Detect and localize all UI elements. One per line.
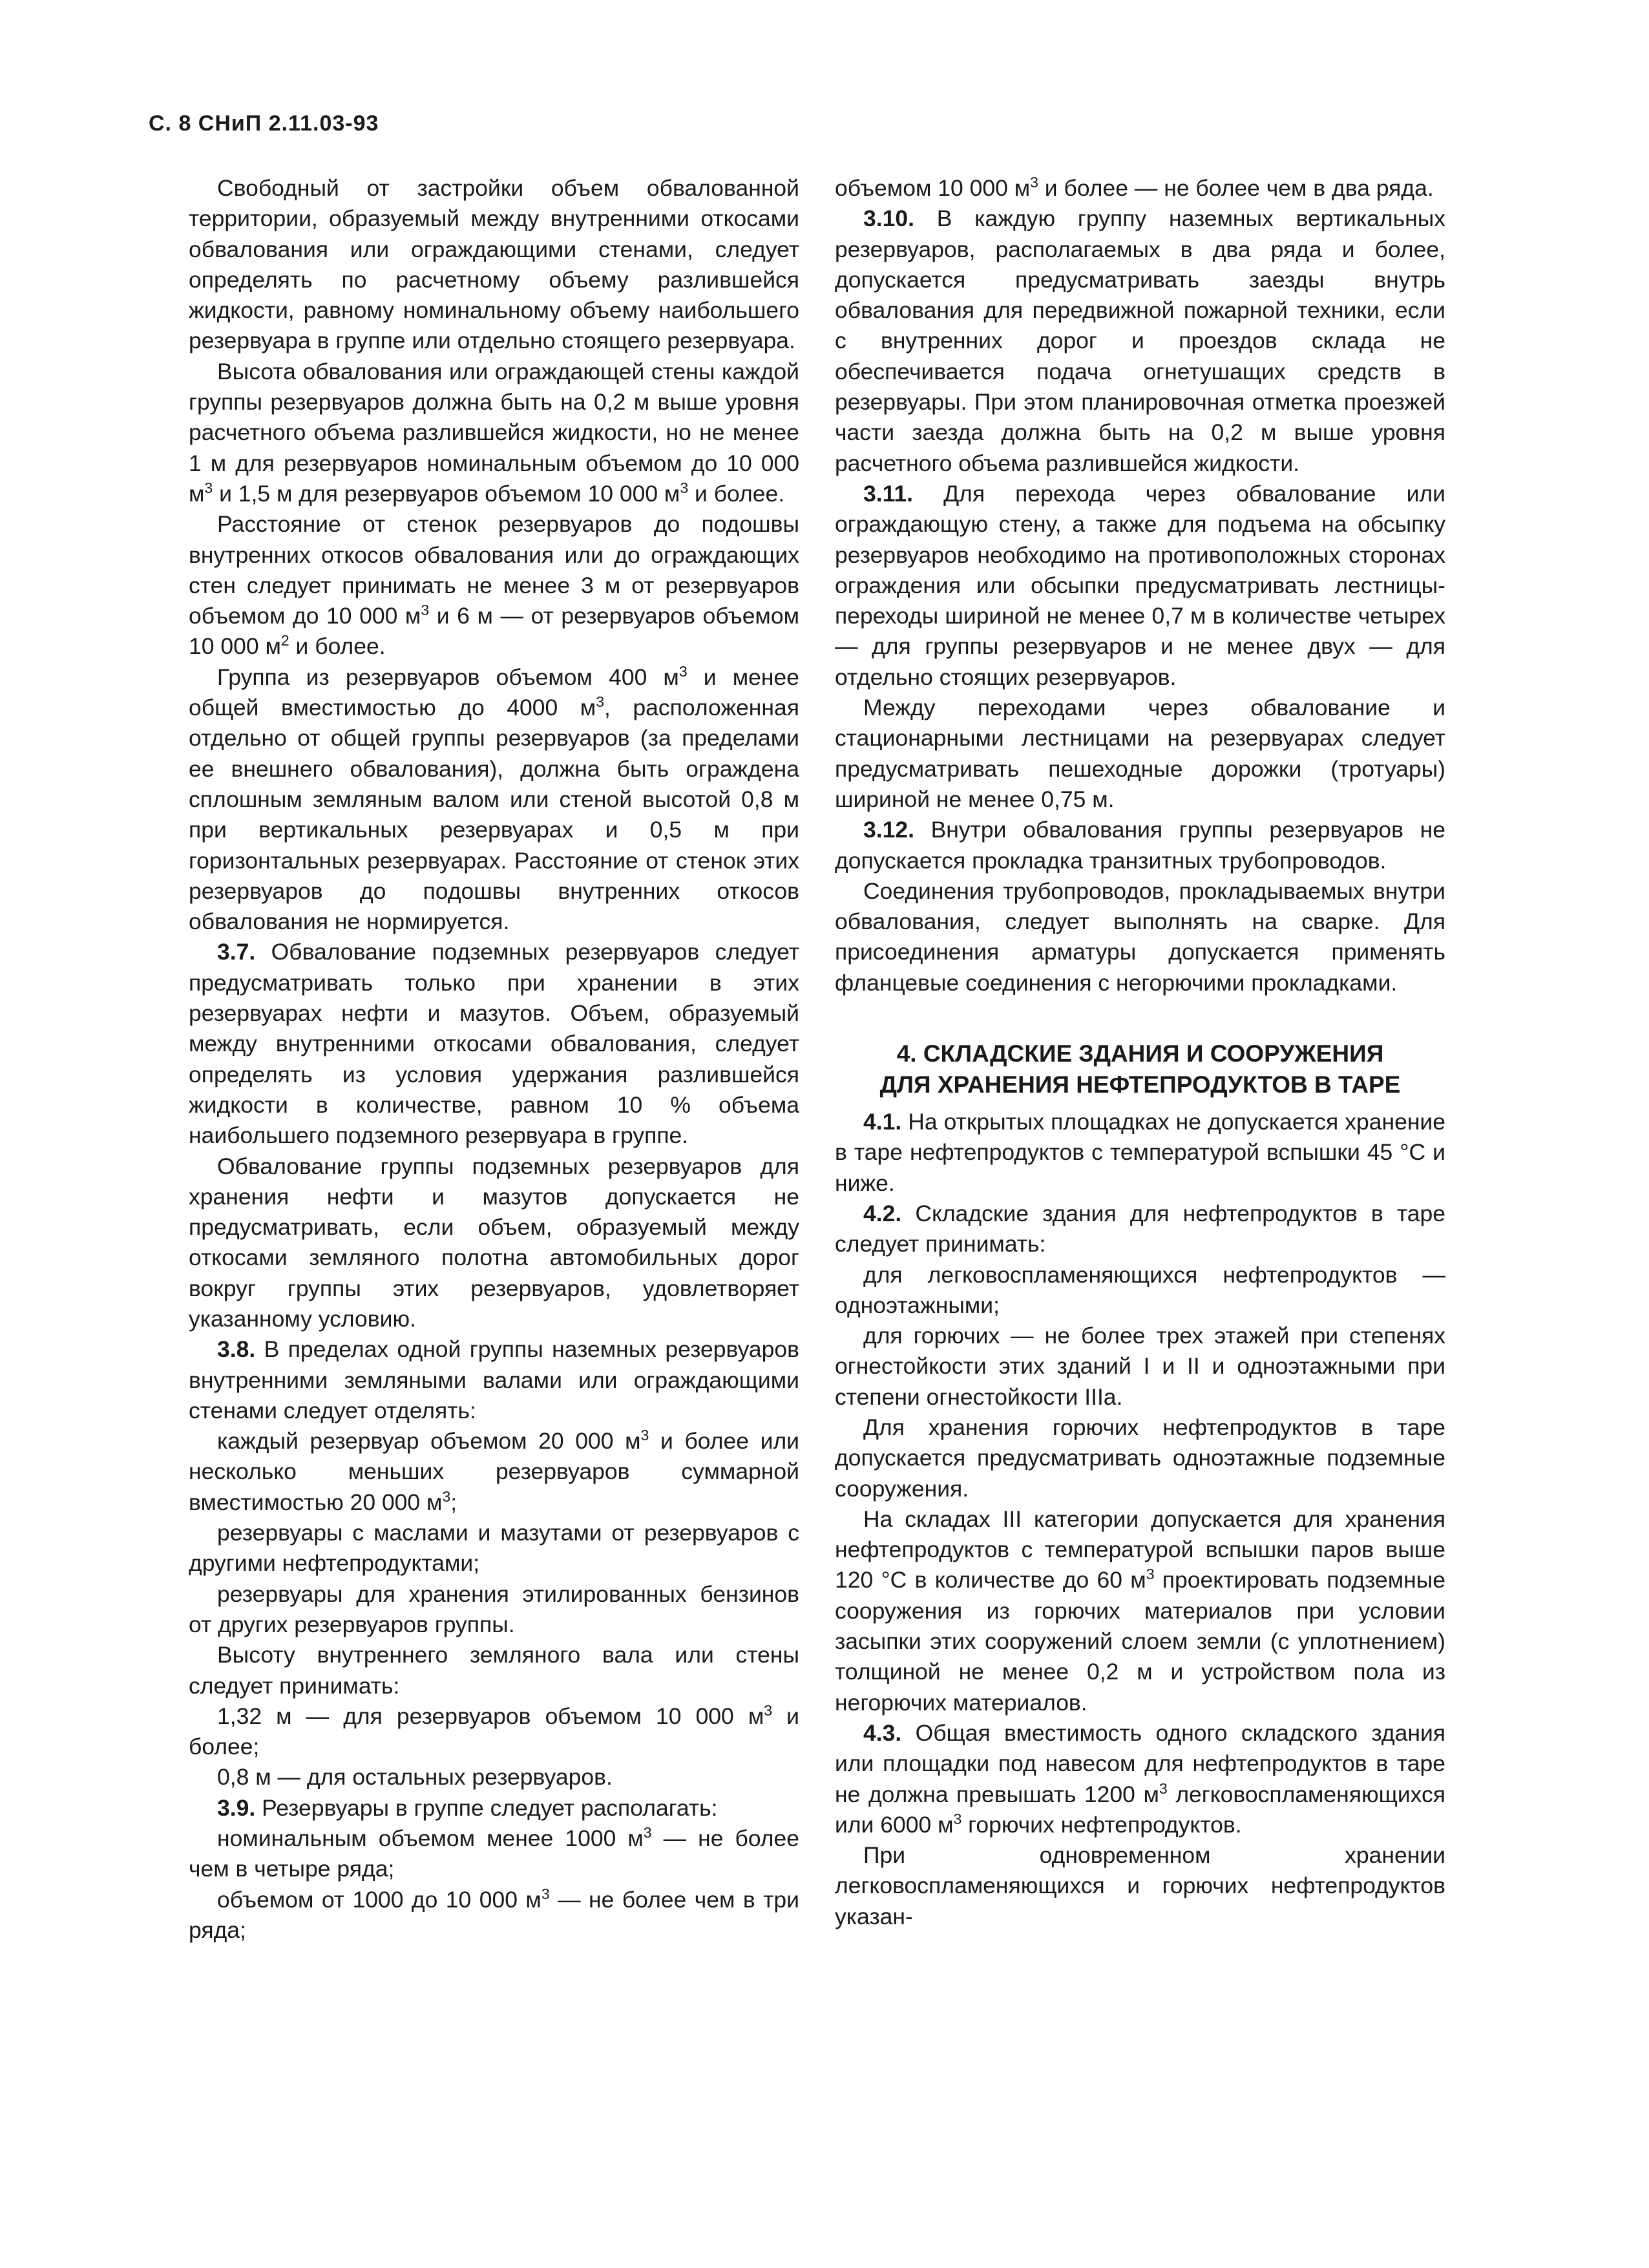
- clause-number: 4.3.: [863, 1719, 916, 1746]
- paragraph: Группа из резервуаров объемом 400 $м^3$ и менее общей вместимостью до 4000 $м^3$, расположенная отдельно от общей группы резервуаров (за пределами ее внешнего обвалования), должна быть ограждена сплошным земляным валом или стеной высотой 0,8 м при вертикальных резервуарах и 0,5 м при горизонтальных резервуарах. Расстояние от стенок этих резервуаров до подошвы внутренних откосов обвалования не нормируется.: [189, 662, 799, 935]
- paragraph: При одновременном хранении легковоспламеняющихся и горючих нефтепродуктов указан-: [835, 1842, 1445, 1929]
- paragraph: номинальным объемом менее 1000 $м^3$ — не более чем в четыре ряда;: [189, 1824, 799, 1882]
- section-4-title: [835, 1038, 1445, 1100]
- paragraph: 4.3. Общая вместимость одного складского здания или площадки под навесом для нефтепродуктов в таре не должна превышать 1200 $м^3$ легковоспламеняющихся или 6000 $м^3$ горючих нефтепродуктов.: [835, 1719, 1445, 1838]
- paragraph: Для хранения горючих нефтепродуктов в таре допускается предусматривать одноэтажные подземные сооружения.: [835, 1414, 1445, 1502]
- paragraph: объемом от 1000 до 10 000 $м^3$ — не более чем в три ряда;: [189, 1885, 799, 1943]
- section-4-title-line-1: 4. СКЛАДСКИЕ ЗДАНИЯ И СООРУЖЕНИЯ: [896, 1040, 1384, 1067]
- clause-number: 4.2.: [863, 1200, 916, 1226]
- paragraph: 4.1. На открытых площадках не допускается хранение в таре нефтепродуктов с температурой вспышки 45 °С и ниже.: [835, 1109, 1445, 1196]
- paragraph: Расстояние от стенок резервуаров до подошвы внутренних откосов обвалования или до ограждающих стен следует принимать не менее 3 м от резервуаров объемом до 10 000 $м^3$ и 6 м — от резервуаров объемом 10 000 $м^2$ и более.: [189, 511, 799, 660]
- paragraph: 3.11. Для перехода через обвалование или ограждающую стену, а также для подъема на обсыпку резервуаров необходимо на противоположных сторонах ограждения или обсыпки предусматривать лестницы-переходы шириной не менее 0,7 м в количестве четырех — для группы резервуаров и не менее двух — для отдельно стоящих резервуаров.: [835, 480, 1445, 690]
- paragraph: каждый резервуар объемом 20 000 $м^3$ и более или несколько меньших резервуаров суммарной вместимостью 20 000 $м^3$;: [189, 1427, 799, 1515]
- clause-number: 3.12.: [863, 817, 931, 843]
- paragraph: Свободный от застройки объем обвалованной территории, образуемый между внутренними откосами обвалования или ограждающими стенами, следует определять по расчетному объему разлившейся жидкости, равному номинальному объему наибольшего резервуара в группе или отдельно стоящего резервуара.: [189, 175, 799, 354]
- paragraph: 3.9. Резервуары в группе следует располагать:: [217, 1794, 718, 1821]
- paragraph: резервуары с маслами и мазутами от резервуаров с другими нефтепродуктами;: [189, 1520, 799, 1577]
- paragraph: 3.7. Обвалование подземных резервуаров следует предусматривать только при хранении в этих резервуарах нефти и мазутов. Объем, образуемый между внутренними откосами обвалования, следует определять из условия удержания разлившейся жидкости в количестве, равном 10 % объема наибольшего подземного резервуара в группе.: [189, 939, 800, 1149]
- paragraph: 3.12. Внутри обвалования группы резервуаров не допускается прокладка транзитных трубопроводов.: [835, 817, 1445, 874]
- right-column: [835, 173, 1445, 1932]
- paragraph: 1,32 м — для резервуаров объемом 10 000 $м^3$ и более;: [189, 1702, 800, 1760]
- page-header: С. 8 СНиП 2.11.03-93: [149, 111, 379, 136]
- paragraph: Высота обвалования или ограждающей стены каждой группы резервуаров должна быть на 0,2 м выше уровня расчетного объема разлившейся жидкости, но не менее 1 м для резервуаров номинальным объемом до 10 000 $м^3$ и 1,5 м для резервуаров объемом 10 000 $м^3$ и более.: [189, 358, 799, 507]
- paragraph: 0,8 м — для остальных резервуаров.: [217, 1764, 613, 1790]
- paragraph: резервуары для хранения этилированных бензинов от других резервуаров группы.: [189, 1580, 799, 1637]
- paragraph: Высоту внутреннего земляного вала или стены следует принимать:: [189, 1642, 799, 1699]
- paragraph: для легковоспламеняющихся нефтепродуктов — одноэтажными;: [835, 1261, 1445, 1318]
- clause-number: 3.9.: [217, 1794, 262, 1821]
- clause-number: 3.11.: [863, 480, 944, 507]
- paragraph: для горючих — не более трех этажей при степенях огнестойкости этих зданий I и II и одноэтажными при степени огнестойкости IIIа.: [835, 1323, 1445, 1410]
- clause-number: 3.8.: [217, 1336, 264, 1363]
- paragraph: Между переходами через обвалование и стационарными лестницами на резервуарах следует предусматривать пешеходные дорожки (тротуары) шириной не менее 0,75 м.: [835, 695, 1445, 812]
- paragraph: На складах III категории допускается для хранения нефтепродуктов с температурой вспышки паров выше 120 °С в количестве до 60 $м^3$ проектировать подземные сооружения из горючих материалов при условии засыпки этих сооружений слоем земли (с уплотнением) толщиной не менее 0,2 м и устройством пола из негорючих материалов.: [835, 1506, 1445, 1716]
- paragraph: Соединения трубопроводов, прокладываемых внутри обвалования, следует выполнять на сварке. Для присоединения арматуры допускается применять фланцевые соединения с негорючими прокладками.: [835, 877, 1445, 996]
- right-column-top: [835, 173, 1445, 998]
- left-column: [189, 173, 799, 1946]
- paragraph: 3.10. В каждую группу наземных вертикальных резервуаров, располагаемых в два ряда и более, допускается предусматривать заезды внутрь обвалования для передвижной пожарной техники, если с внутренних дорог и проездов склада не обеспечивается подача огнетушащих средств в резервуары. При этом планировочная отметка проезжей части заезда должна быть на 0,2 м выше уровня расчетного объема разлившейся жидкости.: [835, 205, 1445, 476]
- clause-number: 3.10.: [863, 205, 937, 232]
- paragraph: 3.8. В пределах одной группы наземных резервуаров внутренними земляными валами или ограждающими стенами следует отделять:: [189, 1336, 800, 1423]
- clause-number: 3.7.: [217, 939, 271, 965]
- paragraph: Обвалование группы подземных резервуаров для хранения нефти и мазутов допускается не предусматривать, если объем, образуемый между откосами земляного полотна автомобильных дорог вокруг группы этих резервуаров, удовлетворяет указанному условию.: [189, 1153, 799, 1332]
- paragraph: 4.2. Складские здания для нефтепродуктов в таре следует принимать:: [835, 1200, 1446, 1257]
- section-4-title-line-2: ДЛЯ ХРАНЕНИЯ НЕФТЕПРОДУКТОВ В ТАРЕ: [879, 1071, 1401, 1098]
- right-column-bottom: [835, 1107, 1445, 1932]
- clause-number: 4.1.: [863, 1109, 909, 1135]
- paragraph: объемом 10 000 $м^3$ и более — не более чем в два ряда.: [835, 174, 1434, 201]
